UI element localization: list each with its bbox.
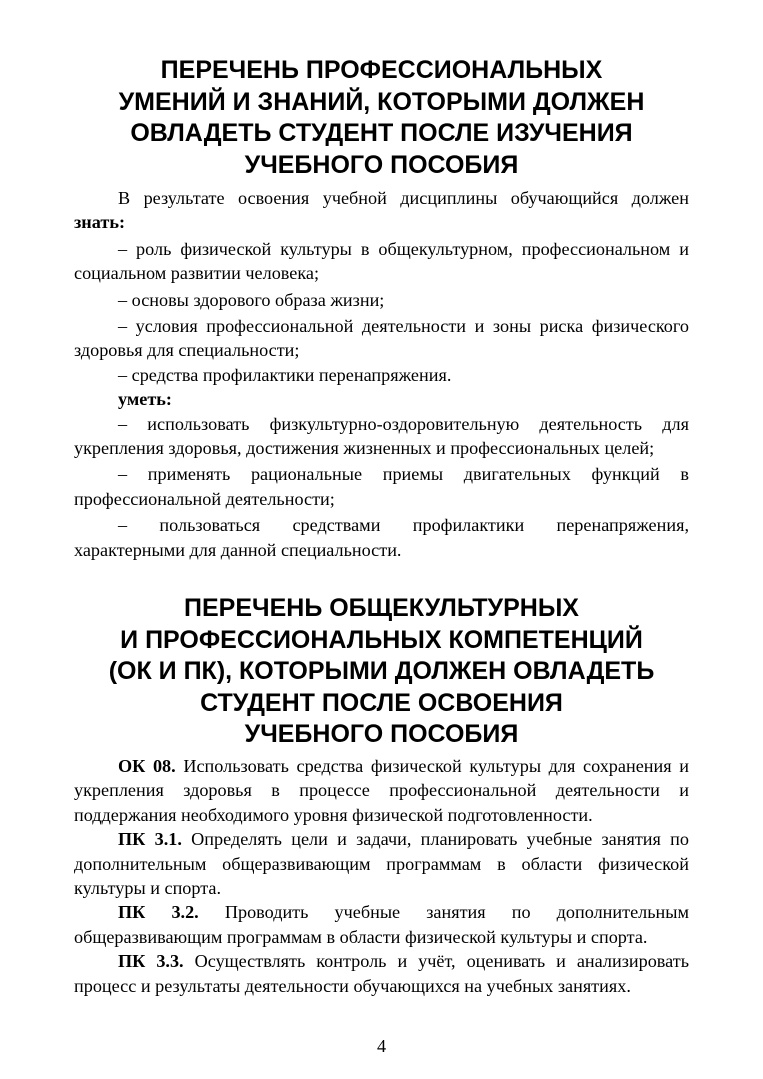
- list-item: – применять рациональные приемы двигательных функций в профессиональной деятельности;: [74, 464, 689, 509]
- heading-line: И ПРОФЕССИОНАЛЬНЫХ КОМПЕТЕНЦИЙ: [120, 625, 643, 654]
- competency-text: Проводить учебные занятия по дополнительным общеразвивающим программам в области физической культуры и спорта.: [74, 902, 689, 947]
- page-number: 4: [376, 1036, 387, 1056]
- competency-code: ПК 3.3.: [118, 951, 184, 972]
- competency-code: ПК 3.2.: [118, 902, 199, 923]
- list-item: – средства профилактики перенапряжения.: [118, 364, 452, 385]
- competency-text: Использовать средства физической культуры для сохранения и укрепления здоровья в процессе профессиональной деятельности и поддержания необходимого уровня физической подготовленности.: [74, 756, 689, 825]
- heading-professional-skills: [70, 55, 693, 181]
- competency-item: [74, 754, 689, 827]
- heading-line: СТУДЕНТ ПОСЛЕ ОСВОЕНИЯ: [200, 688, 563, 717]
- heading-line: ПЕРЕЧЕНЬ ПРОФЕССИОНАЛЬНЫХ: [160, 56, 603, 84]
- competency-item: [74, 827, 689, 900]
- heading-line: УЧЕБНОГО ПОСОБИЯ: [244, 720, 519, 748]
- know-label: знать:: [74, 212, 126, 233]
- list-item: – основы здорового образа жизни;: [118, 289, 385, 310]
- heading-line: УЧЕБНОГО ПОСОБИЯ: [244, 150, 519, 179]
- competency-item: [74, 949, 689, 998]
- intro-paragraph: [74, 186, 689, 235]
- list-item: – пользоваться средствами профилактики перенапряжения, характерными для данной специальности.: [74, 515, 689, 560]
- competency-item: [74, 900, 689, 949]
- heading-line: ПЕРЕЧЕНЬ ОБЩЕКУЛЬТУРНЫХ: [184, 594, 579, 622]
- heading-line: (ОК И ПК), КОТОРЫМИ ДОЛЖЕН ОВЛАДЕТЬ: [108, 657, 655, 685]
- competency-text: Осуществлять контроль и учёт, оценивать и анализировать процесс и результаты деятельности обучающихся на учебных занятиях.: [74, 951, 689, 996]
- intro-text: В результате освоения учебной дисциплины обучающийся должен: [118, 188, 689, 208]
- list-item: – роль физической культуры в общекультурном, профессиональном и социальном развитии человека;: [74, 238, 689, 284]
- heading-competencies: [70, 593, 693, 751]
- competency-text: Определять цели и задачи, планировать учебные занятия по дополнительным общеразвивающим программам в области физической культуры и спорта.: [74, 829, 689, 899]
- competency-code: ПК 3.1.: [118, 829, 182, 850]
- heading-line: ОВЛАДЕТЬ СТУДЕНТ ПОСЛЕ ИЗУЧЕНИЯ: [130, 119, 633, 147]
- list-item: – условия профессиональной деятельности и зоны риска физического здоровья для специальности;: [74, 316, 689, 361]
- competencies-section: [74, 754, 689, 998]
- heading-line: УМЕНИЙ И ЗНАНИЙ, КОТОРЫМИ ДОЛЖЕН: [118, 87, 645, 116]
- competency-code: ОК 08.: [118, 756, 176, 776]
- list-item: – использовать физкультурно-оздоровительную деятельность для укрепления здоровья, достижения жизненных и профессиональных целей;: [74, 413, 689, 459]
- skills-knowledge-section: [74, 186, 689, 562]
- can-label: уметь:: [118, 389, 172, 410]
- can-label-paragraph: [74, 387, 689, 411]
